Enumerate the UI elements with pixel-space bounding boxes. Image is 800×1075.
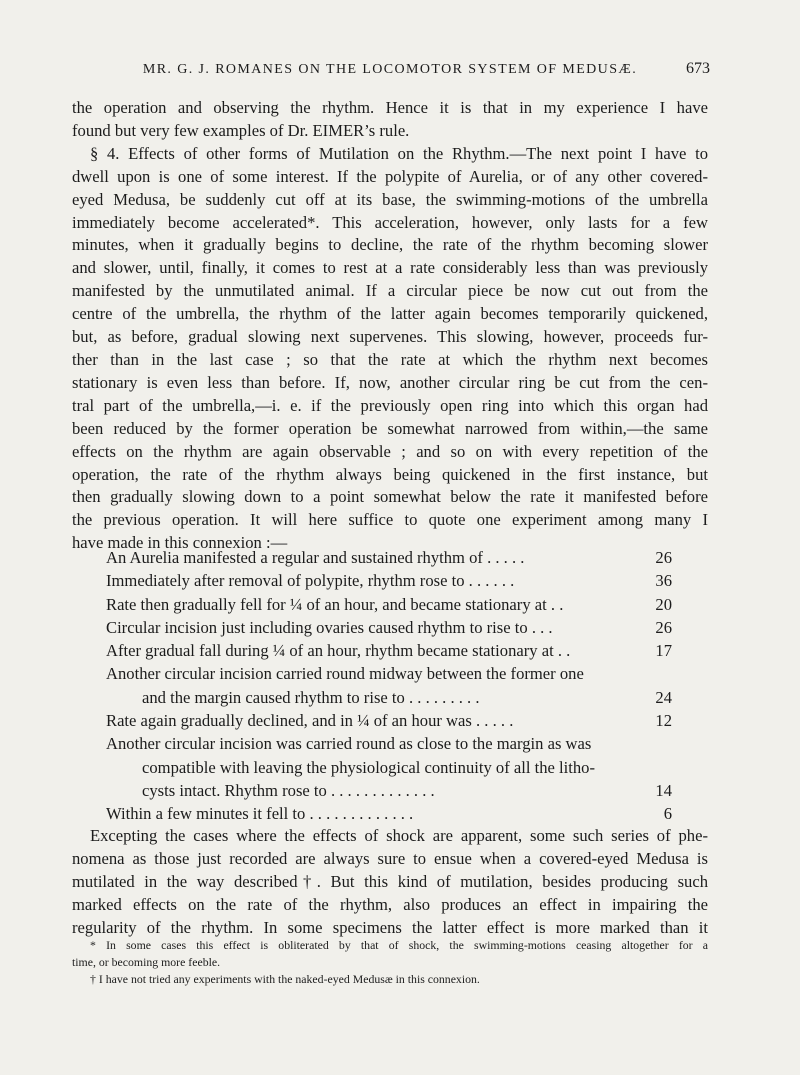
running-title: MR. G. J. ROMANES ON THE LOCOMOTOR SYSTEM OF MEDUSÆ. (142, 62, 638, 77)
text-line: operation, the rate of the rhythm always being quickened in the first instance, but (72, 464, 708, 484)
experiment-row (106, 709, 672, 732)
footnote-line: time, or becoming more feeble. (72, 955, 221, 969)
experiment-step: Rate then gradually fell for ¼ of an hour, and became stationary at . . (106, 594, 564, 614)
experiment-step: cysts intact. Rhythm rose to . . . . . . . . . . . . . (142, 780, 435, 800)
main-text (72, 97, 708, 555)
experiment-step: Circular incision just including ovaries caused rhythm to rise to . . . (106, 617, 553, 637)
experiment-row (106, 732, 672, 755)
rhythm-value: 14 (655, 780, 672, 800)
text-line: centre of the umbrella, the rhythm of the latter again becomes temporarily quickened, (72, 304, 708, 324)
experiment-row (106, 639, 672, 662)
text-line: nomena as those just recorded are always sure to ensue when a covered-eyed Medusa is (72, 849, 708, 868)
experiment-step: Another circular incision was carried round as close to the margin as was (106, 734, 592, 754)
text-line: the previous operation. It will here suffice to quote one experiment among many I (72, 510, 708, 530)
text-line: and slower, until, finally, it comes to rest at a rate considerably less than was previously (72, 258, 708, 278)
text-line: have made in this connexion :— (72, 533, 288, 553)
experiment-row (106, 616, 672, 639)
text-line: found but very few examples of Dr. EIMER’s rule. (72, 120, 410, 140)
rhythm-value: 24 (655, 687, 672, 707)
experiment-row (106, 779, 672, 802)
text-line: effects on the rhythm are again observable ; and so on with every repetition of the (72, 441, 708, 461)
rhythm-value: 26 (655, 617, 672, 637)
experiment-step: compatible with leaving the physiological continuity of all the litho- (142, 757, 596, 777)
experiment-row (106, 662, 672, 685)
text-line: stationary is even less than before. If, now, another circular ring be cut from the cen- (72, 372, 708, 392)
text-line: dwell upon is one of some interest. If the polypite of Aurelia, or of any other covered- (72, 166, 708, 186)
rhythm-value: 6 (663, 804, 672, 824)
footnote-line: † I have not tried any experiments with the naked-eyed Medusæ in this connexion. (90, 972, 480, 986)
text-line: but, as before, gradual slowing next supervenes. This slowing, however, proceeds fur- (72, 327, 708, 347)
text-line: ther than in the last case ; so that the rate at which the rhythm next becomes (72, 349, 708, 369)
closing-paragraph (72, 824, 708, 939)
experiment-row (106, 593, 672, 616)
rhythm-value: 17 (655, 641, 672, 661)
rhythm-value: 26 (655, 548, 672, 567)
experiment-step: Within a few minutes it fell to . . . . . . . . . . . . . (106, 804, 414, 824)
text-line: minutes, when it gradually begins to decline, the rate of the rhythm becoming slower (72, 235, 708, 255)
section-heading-line: § 4. Effects of other forms of Mutilation on the Rhythm.—The next point I have to (90, 143, 708, 163)
experiment-row (106, 802, 672, 825)
experiment-table (106, 546, 672, 826)
rhythm-value: 20 (655, 594, 672, 614)
experiment-step: Rate again gradually declined, and in ¼ of an hour was . . . . . (106, 711, 514, 731)
experiment-row (106, 756, 672, 779)
text-line: Excepting the cases where the effects of shock are apparent, some such series of phe- (90, 826, 708, 845)
text-line: mutilated in the way described†. But this kind of mutilation, besides producing such (72, 872, 708, 891)
rhythm-value: 36 (655, 571, 672, 591)
section-4-paragraph (72, 143, 708, 166)
experiment-row (106, 686, 672, 709)
rhythm-value: 12 (655, 711, 672, 731)
text-line: been reduced by the former operation be somewhat narrowed from within,—the same (72, 418, 708, 438)
page-number: 673 (686, 60, 710, 77)
text-line: marked effects on the rate of the rhythm, also produces an effect in impairing the (72, 895, 708, 914)
text-line: tral part of the umbrella,—i. e. if the previously open ring into which this organ had (72, 395, 708, 415)
experiment-step: Immediately after removal of polypite, rhythm rose to . . . . . . (106, 571, 515, 591)
running-header (72, 62, 708, 78)
text-line: immediately become accelerated*. This acceleration, however, only lasts for a few (72, 212, 708, 232)
footnotes (72, 937, 708, 988)
experiment-row (106, 546, 672, 569)
footnote-line: * In some cases this effect is obliterated by that of shock, the swimming-motions ceasing altogether for a (90, 938, 708, 952)
text-line: then gradually slowing down to a point somewhat below the rate it manifested before (72, 487, 708, 507)
experiment-step: Another circular incision carried round midway between the former one (106, 664, 584, 684)
text-line: eyed Medusa, be suddenly cut off at its base, the swimming-motions of the umbrella (72, 189, 708, 209)
text-line: regularity of the rhythm. In some specimens the latter effect is more marked than it (72, 918, 708, 937)
experiment-step: An Aurelia manifested a regular and sustained rhythm of . . . . . (106, 548, 525, 567)
text-line: the operation and observing the rhythm. Hence it is that in my experience I have (72, 98, 708, 117)
experiment-step: After gradual fall during ¼ of an hour, rhythm became stationary at . . (106, 641, 571, 661)
text-line: manifested by the unmutilated animal. If a circular piece be now cut out from the (72, 281, 708, 301)
experiment-step: and the margin caused rhythm to rise to . . . . . . . . . (142, 687, 480, 707)
experiment-row (106, 569, 672, 592)
